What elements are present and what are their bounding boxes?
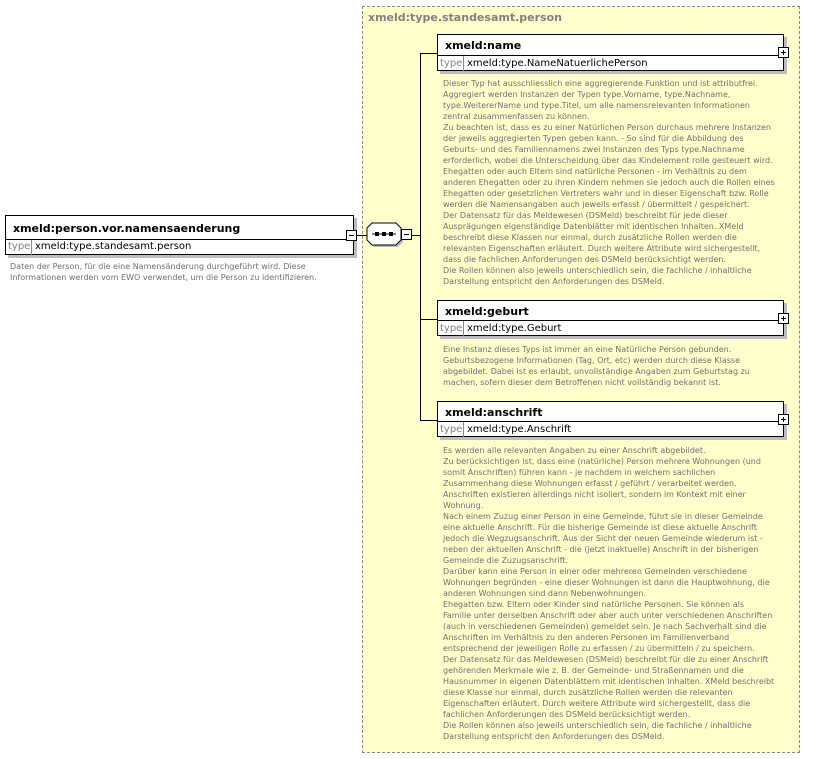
root-element-type-label: type — [8, 241, 31, 252]
anschrift-expand-plus-icon[interactable] — [778, 414, 789, 425]
anschrift-element-type-label: type — [440, 424, 463, 435]
type-container-title: xmeld:type.standesamt.person — [368, 11, 562, 24]
sequence-collapse-minus-icon[interactable] — [401, 229, 412, 240]
name-element-doc: Dieser Typ hat ausschliesslich eine aggregierende Funktion und ist attributfrei. Aggregiert werden Instanzen der Typen type.Vorname, type.Nachname, type.WeitererName und type.Titel, um alle namensrelevanten Informationen zentral zusammenfassen zu können. Zu beachten ist, dass es zu einer Natürlichen Person durchaus mehrere Instanzen der jeweils aggregierten Typen geben kann. - So sind für die Abbildung des Geburts- und des Familiennamens zwei Instanzen des Typs type.Nachname erforderlich, wobei die Unterscheidung über das Kindelement rolle gesteuert wird. Ehegatten oder auch Eltern sind natürliche Personen - im Verhältnis zu dem anderen Ehegatten oder zu ihren Kindern nehmen sie jedoch auch die Rollen eines Ehegatten oder gesetzlichen Vertreters wahr und in dieser Eigenschaft bzw. Rolle werden die Namensangaben auch jeweils erfasst / übermittelt / gespeichert. Der Datensatz für das Meldewesen (DSMeld) beschreibt für jede dieser Ausprägungen eigenständige Datenblätter mit identischen Inhalten. XMeld beschreibt diese Klassen nur einmal, durch zusätzliche Rollen werden die relevanten Eigenschaften erläutert. Durch weitere Attribute wird sichergestellt, dass die fachlichen Anforderungen des DSMeld berücksichtigt werden. Die Rollen können also jeweils unterschiedlich sein, die fachliche / inhaltliche Darstellung entspricht den Anforderungen des DSMeld. — [443, 79, 775, 286]
anschrift-element-type-separator — [463, 422, 464, 437]
sequence-compositor-icon[interactable] — [367, 223, 402, 246]
anschrift-element-doc: Es werden alle relevanten Angaben zu einer Anschrift abgebildet. Zu berücksichtigen ist, dass eine (natürliche) Person mehrere Wohnungen (und somit Anschriften) führen kann - je nachdem in welchem sachlichen Zusammenhang diese Wohnungen erfasst / geführt / verarbeitet werden. Anschriften existieren allerdings nicht isoliert, sondern im Kontext mit einer Wohnung. Nach einem Zuzug einer Person in eine Gemeinde, führt sie in dieser Gemeinde eine aktuelle Anschrift. Für die bisherige Gemeinde ist diese aktuelle Anschrift jedoch die Wegzugsanschrift. Aus der Sicht der neuen Gemeinde wiederum ist - neben der aktuellen Anschrift - die (jetzt inaktuelle) Anschrift in der bisherigen Gemeinde die Zuzugsanschrift. Darüber kann eine Person in einer oder mehreren Gemeinden verschiedene Wohnungen begründen - eine dieser Wohnungen ist dann die Hauptwohnung, die anderen Wohnungen sind dann Nebenwohnungen. Ehegatten bzw. Eltern oder Kinder sind natürliche Personen. Sie können als Familie unter derselben Anschrift oder aber auch unter verschiedenen Anschriften (auch in verschiedenen Gemeinden) gemeldet sein. Je nach Sachverhalt sind die Anschriften im Verhältnis zu den anderen Personen im Familienverband entsprechend der jeweiligen Rolle zu erfassen / zu übermitteln / zu speichern. Der Datensatz für das Meldewesen (DSMeld) beschreibt für die zu einer Anschrift gehörenden Merkmale wie z. B. der Gemeinde- und Straßennamen und die Hausnummer in eigenen Datenblättern mit identischen Inhalten. XMeld beschreibt diese Klasse nur einmal, durch zusätzliche Rollen werden die relevanten Eigenschaften erläutert. Durch weitere Attribute wird sichergestellt, dass die fachlichen Anforderungen des DSMeld berücksichtigt werden. Die Rollen können also jeweils unterschiedlich sein, die fachliche / inhaltliche Darstellung entspricht den Anforderungen des DSMeld. — [443, 446, 775, 741]
anschrift-element-type-value: xmeld:type.Anschrift — [467, 424, 572, 435]
name-element-type-value: xmeld:type.NameNatuerlichePerson — [467, 58, 648, 69]
root-element-doc: Daten der Person, für die eine Namensänderung durchgeführt wird. Diese Informationen werden vom EWO verwendet, um die Person zu identifizieren. — [10, 262, 317, 282]
geburt-element-divider — [437, 320, 784, 321]
anschrift-element-name: xmeld:anschrift — [445, 406, 543, 419]
root-element-type-value: xmeld:type.standesamt.person — [35, 241, 192, 252]
name-expand-plus-icon[interactable] — [778, 47, 789, 58]
geburt-expand-plus-icon[interactable] — [778, 313, 789, 324]
geburt-element-doc: Eine Instanz dieses Typs ist immer an eine Natürliche Person gebunden. Geburtsbezogene Informationen (Tag, Ort, etc) werden durch diese Klasse abgebildet. Dabei ist es erlaubt, unvollständige Angaben zum Geburtstag zu machen, sofern dieser dem Betroffenen nicht vollständig bekannt ist. — [443, 345, 750, 387]
geburt-element-type-label: type — [440, 323, 463, 334]
anschrift-element-divider — [437, 421, 784, 422]
geburt-element-type-value: xmeld:type.Geburt — [467, 323, 562, 334]
geburt-element-type-separator — [463, 321, 464, 336]
root-element-name: xmeld:person.vor.namensaenderung — [13, 222, 241, 235]
name-element-divider — [437, 55, 784, 56]
geburt-element-name: xmeld:geburt — [445, 305, 529, 318]
name-element-name: xmeld:name — [445, 39, 522, 52]
name-element-type-separator — [463, 56, 464, 71]
name-element-type-label: type — [440, 58, 463, 69]
